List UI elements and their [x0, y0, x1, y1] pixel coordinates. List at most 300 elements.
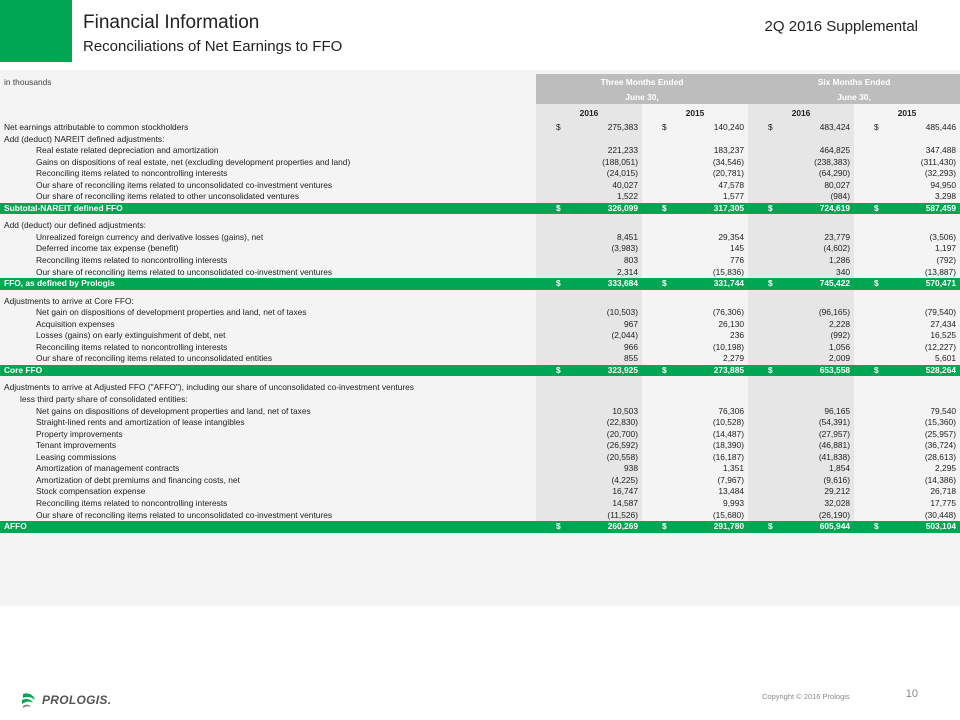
currency-symbol: $ — [662, 364, 667, 375]
row-value — [536, 440, 642, 452]
cell-value: 2,228 — [829, 318, 851, 329]
table-row — [0, 440, 960, 452]
cell-value: 5,601 — [935, 353, 957, 364]
year-header: 2015 — [897, 108, 917, 118]
row-value — [854, 394, 960, 406]
table-row — [0, 452, 960, 464]
row-label: Our share of reconciling items related to unconsolidated co-investment ventures — [36, 509, 333, 520]
row-label: less third party share of consolidated entities: — [20, 394, 188, 405]
row-value — [748, 463, 854, 475]
cell-value: 8,451 — [617, 231, 638, 242]
cell-value: (238,383) — [814, 156, 851, 167]
row-label: Net gains on dispositions of development properties and land, net of taxes — [36, 405, 311, 416]
cell-value: 1,351 — [723, 463, 745, 474]
row-value — [642, 406, 748, 418]
supplemental-label: 2Q 2016 Supplemental — [764, 18, 918, 35]
row-value — [748, 220, 854, 232]
row-value — [854, 145, 960, 157]
row-value — [536, 394, 642, 406]
row-value — [748, 406, 854, 418]
cell-value: (26,190) — [818, 509, 851, 520]
row-label: Gains on dispositions of real estate, net (excluding development properties and land) — [36, 156, 351, 167]
row-value — [536, 429, 642, 441]
row-label: Reconciling items related to noncontrolling interests — [36, 168, 228, 179]
row-value — [642, 307, 748, 319]
cell-value: 724,619 — [819, 202, 851, 213]
row-value — [642, 122, 748, 134]
row-label: Adjustments to arrive at Core FFO: — [4, 295, 134, 306]
cell-value: 29,212 — [824, 486, 851, 497]
row-value — [642, 353, 748, 365]
row-value — [536, 406, 642, 418]
row-value — [854, 429, 960, 441]
row-value — [748, 278, 854, 290]
row-value — [642, 365, 748, 377]
cell-value: 1,056 — [829, 341, 851, 352]
row-value — [642, 203, 748, 215]
prologis-logo-icon — [20, 691, 38, 709]
row-value — [748, 452, 854, 464]
cell-value: (28,613) — [924, 451, 957, 462]
table-row — [0, 342, 960, 354]
cell-value: (12,227) — [924, 341, 957, 352]
cell-value: (96,165) — [818, 307, 851, 318]
cell-value: 1,197 — [935, 243, 957, 254]
currency-symbol: $ — [556, 364, 561, 375]
row-label: Adjustments to arrive at Adjusted FFO ("AFFO"), including our share of unconsolidated co-investment ventures — [4, 382, 414, 393]
row-value — [536, 417, 642, 429]
row-value — [536, 498, 642, 510]
cell-value: (25,957) — [924, 428, 957, 439]
row-value — [748, 319, 854, 331]
cell-value: (2,044) — [611, 330, 638, 341]
currency-symbol: $ — [768, 202, 773, 213]
cell-value: 29,354 — [718, 231, 745, 242]
currency-symbol: $ — [768, 364, 773, 375]
cell-value: 291,780 — [713, 521, 745, 532]
row-value — [536, 134, 642, 146]
row-value — [748, 296, 854, 308]
row-value — [536, 232, 642, 244]
row-value — [642, 475, 748, 487]
cell-value: (15,680) — [712, 509, 745, 520]
cell-value: (22,830) — [606, 417, 638, 428]
cell-value: 966 — [624, 341, 638, 352]
cell-value: (7,967) — [717, 474, 745, 485]
table-row — [0, 180, 960, 192]
row-value — [536, 191, 642, 203]
table-row — [0, 220, 960, 232]
cell-value: (16,187) — [712, 451, 745, 462]
row-value — [748, 203, 854, 215]
row-value — [854, 365, 960, 377]
cell-value: 528,264 — [925, 364, 957, 375]
row-value — [748, 498, 854, 510]
cell-value: (24,015) — [606, 168, 638, 179]
cell-value: (20,781) — [712, 168, 745, 179]
brand-color-bar — [0, 0, 72, 62]
row-label: Deferred income tax expense (benefit) — [36, 243, 179, 254]
row-value — [854, 220, 960, 232]
row-label: Core FFO — [0, 365, 536, 377]
row-value — [748, 255, 854, 267]
cell-value: (27,957) — [818, 428, 851, 439]
row-value — [854, 278, 960, 290]
row-label: Our share of reconciling items related to unconsolidated co-investment ventures — [36, 179, 333, 190]
cell-value: (11,526) — [607, 509, 638, 520]
cell-value: 653,558 — [819, 364, 851, 375]
cell-value: 2,009 — [829, 353, 851, 364]
cell-value: 221,233 — [607, 145, 638, 156]
row-label: Our share of reconciling items related to unconsolidated entities — [36, 353, 273, 364]
row-value — [748, 429, 854, 441]
row-value — [854, 307, 960, 319]
row-label: Acquisition expenses — [36, 318, 115, 329]
currency-symbol: $ — [768, 278, 773, 289]
row-value — [642, 220, 748, 232]
cell-value: 183,237 — [713, 145, 745, 156]
table-row — [0, 243, 960, 255]
row-value — [536, 452, 642, 464]
row-value — [536, 220, 642, 232]
cell-value: 317,305 — [713, 202, 745, 213]
row-value — [642, 134, 748, 146]
row-value — [854, 243, 960, 255]
cell-value: 1,577 — [723, 191, 745, 202]
year-header: 2016 — [536, 104, 642, 122]
row-value — [854, 180, 960, 192]
row-label: Add (deduct) NAREIT defined adjustments: — [4, 133, 165, 144]
currency-symbol: $ — [662, 521, 667, 532]
row-value — [854, 353, 960, 365]
row-label: Subtotal-NAREIT defined FFO — [0, 203, 536, 215]
cell-value: 503,104 — [925, 521, 957, 532]
cell-value: 260,269 — [607, 521, 638, 532]
row-label: Add (deduct) our defined adjustments: — [4, 220, 146, 231]
row-value — [854, 232, 960, 244]
cell-value: (41,838) — [818, 451, 851, 462]
row-label: Real estate related depreciation and amortization — [36, 145, 219, 156]
currency-symbol: $ — [556, 521, 561, 532]
row-value — [854, 134, 960, 146]
cell-value: (311,430) — [920, 156, 957, 167]
cell-value: 745,422 — [819, 278, 851, 289]
cell-value: 16,525 — [930, 330, 957, 341]
row-value — [748, 157, 854, 169]
row-value — [642, 168, 748, 180]
row-value — [536, 145, 642, 157]
row-value — [642, 157, 748, 169]
row-value — [748, 307, 854, 319]
cell-value: 96,165 — [824, 405, 851, 416]
cell-value: (46,881) — [818, 440, 851, 451]
row-label: Amortization of management contracts — [36, 463, 180, 474]
cell-value: 275,383 — [607, 122, 638, 132]
row-value — [748, 145, 854, 157]
row-value — [748, 180, 854, 192]
row-value — [748, 342, 854, 354]
table-row — [0, 255, 960, 267]
row-value — [748, 168, 854, 180]
cell-value: 273,885 — [713, 364, 745, 375]
row-label: Losses (gains) on early extinguishment of debt, net — [36, 330, 226, 341]
cell-value: 347,488 — [925, 145, 957, 156]
table-row — [0, 394, 960, 406]
cell-value: (15,360) — [924, 417, 957, 428]
table-row — [0, 406, 960, 418]
row-value — [642, 191, 748, 203]
row-value — [854, 498, 960, 510]
cell-value: 13,484 — [718, 486, 745, 497]
row-value — [748, 440, 854, 452]
row-value — [748, 486, 854, 498]
cell-value: 236 — [730, 330, 745, 341]
cell-value: 587,459 — [925, 202, 957, 213]
table-row — [0, 486, 960, 498]
row-value — [854, 168, 960, 180]
row-value — [642, 486, 748, 498]
cell-value: (3,983) — [611, 243, 638, 254]
row-value — [536, 307, 642, 319]
cell-value: (10,503) — [606, 307, 638, 318]
cell-value: 1,286 — [829, 255, 851, 266]
cell-value: (792) — [936, 255, 957, 266]
table-row — [0, 267, 960, 279]
row-value — [642, 452, 748, 464]
row-value — [536, 330, 642, 342]
row-value — [536, 475, 642, 487]
table-row — [0, 232, 960, 244]
three-months-date: June 30, — [536, 90, 748, 104]
year-header: 2016 — [748, 104, 854, 122]
cell-value: (9,616) — [823, 474, 851, 485]
row-value — [854, 157, 960, 169]
cell-value: (32,293) — [924, 168, 957, 179]
row-label: Our share of reconciling items related to unconsolidated co-investment ventures — [36, 266, 333, 277]
table-row — [0, 122, 960, 134]
row-value — [748, 365, 854, 377]
cell-value: 483,424 — [819, 122, 851, 132]
row-value — [536, 122, 642, 134]
row-value — [854, 203, 960, 215]
cell-value: (36,724) — [924, 440, 957, 451]
row-value — [536, 255, 642, 267]
cell-value: (14,487) — [712, 428, 745, 439]
cell-value: (30,448) — [924, 509, 957, 520]
total-row — [0, 278, 960, 290]
cell-value: (18,390) — [712, 440, 745, 451]
row-label: Reconciling items related to noncontrolling interests — [36, 341, 228, 352]
cell-value: (26,592) — [606, 440, 638, 451]
cell-value: 570,471 — [925, 278, 957, 289]
row-value — [536, 180, 642, 192]
currency-symbol: $ — [768, 521, 773, 532]
row-label: Leasing commissions — [36, 451, 117, 462]
row-value — [854, 417, 960, 429]
row-value — [642, 429, 748, 441]
cell-value: (54,391) — [818, 417, 851, 428]
cell-value: 32,028 — [824, 497, 851, 508]
three-months-header: Three Months Ended — [536, 74, 748, 90]
row-value — [536, 510, 642, 522]
row-value — [642, 521, 748, 533]
cell-value: (13,887) — [924, 266, 957, 277]
row-value — [642, 267, 748, 279]
table-row — [0, 498, 960, 510]
row-label: FFO, as defined by Prologis — [0, 278, 536, 290]
row-value — [748, 510, 854, 522]
currency-symbol: $ — [662, 122, 667, 132]
row-value — [536, 521, 642, 533]
currency-symbol: $ — [662, 202, 667, 213]
row-value — [536, 296, 642, 308]
currency-symbol: $ — [874, 521, 879, 532]
row-value — [854, 382, 960, 394]
cell-value: 340 — [836, 266, 851, 277]
row-value — [642, 498, 748, 510]
currency-symbol: $ — [874, 364, 879, 375]
row-value — [536, 319, 642, 331]
cell-value: 855 — [624, 353, 638, 364]
cell-value: 485,446 — [925, 122, 957, 132]
cell-value: 803 — [624, 255, 638, 266]
row-value — [536, 365, 642, 377]
cell-value: (76,306) — [712, 307, 745, 318]
cell-value: 94,950 — [930, 179, 957, 190]
cell-value: 967 — [624, 318, 638, 329]
row-value — [642, 394, 748, 406]
row-label: Tenant improvements — [36, 440, 117, 451]
row-label: Our share of reconciling items related to other unconsolidated ventures — [36, 191, 300, 202]
table-row — [0, 330, 960, 342]
row-label: Reconciling items related to noncontrolling interests — [36, 497, 228, 508]
row-value — [854, 122, 960, 134]
table-row — [0, 157, 960, 169]
row-value — [854, 475, 960, 487]
row-label: Straight-lined rents and amortization of lease intangibles — [36, 417, 245, 428]
row-label: Reconciling items related to noncontrolling interests — [36, 255, 228, 266]
table-row — [0, 319, 960, 331]
row-value — [854, 191, 960, 203]
row-value — [854, 486, 960, 498]
row-value — [536, 463, 642, 475]
currency-symbol: $ — [874, 122, 879, 132]
cell-value: (10,528) — [712, 417, 745, 428]
cell-value: 331,744 — [713, 278, 745, 289]
cell-value: 17,775 — [930, 497, 957, 508]
row-value — [854, 510, 960, 522]
row-value — [536, 267, 642, 279]
row-value — [536, 157, 642, 169]
cell-value: (20,558) — [606, 451, 638, 462]
row-value — [536, 278, 642, 290]
row-value — [748, 330, 854, 342]
cell-value: (992) — [830, 330, 851, 341]
cell-value: 9,993 — [723, 497, 745, 508]
row-value — [748, 232, 854, 244]
currency-symbol: $ — [556, 278, 561, 289]
row-value — [536, 243, 642, 255]
cell-value: 26,130 — [718, 318, 745, 329]
row-value — [642, 296, 748, 308]
row-value — [642, 330, 748, 342]
table-row — [0, 191, 960, 203]
row-value — [854, 521, 960, 533]
table-row — [0, 417, 960, 429]
row-value — [536, 342, 642, 354]
cell-value: 145 — [730, 243, 745, 254]
cell-value: (10,198) — [712, 341, 745, 352]
cell-value: 2,295 — [935, 463, 957, 474]
cell-value: 2,314 — [617, 266, 638, 277]
cell-value: (4,602) — [823, 243, 851, 254]
table-row — [0, 475, 960, 487]
row-label: Unrealized foreign currency and derivative losses (gains), net — [36, 231, 264, 242]
row-value — [642, 417, 748, 429]
cell-value: 140,240 — [713, 122, 745, 132]
cell-value: 938 — [624, 463, 638, 474]
row-value — [748, 382, 854, 394]
cell-value: 16,747 — [612, 486, 638, 497]
table-row — [0, 307, 960, 319]
copyright: Copyright © 2016 Prologis — [762, 692, 850, 701]
currency-symbol: $ — [768, 122, 773, 132]
cell-value: 333,684 — [607, 278, 638, 289]
cell-value: 23,779 — [824, 231, 851, 242]
row-value — [748, 134, 854, 146]
currency-symbol: $ — [874, 278, 879, 289]
currency-symbol: $ — [556, 122, 561, 132]
row-label: Amortization of debt premiums and financing costs, net — [36, 474, 240, 485]
prologis-logo — [20, 690, 111, 710]
row-value — [854, 406, 960, 418]
cell-value: (15,836) — [712, 266, 745, 277]
cell-value: 3,298 — [935, 191, 957, 202]
ffo-reconciliation-table — [0, 74, 960, 533]
row-value — [642, 180, 748, 192]
row-label: Stock compensation expense — [36, 486, 146, 497]
page-number: 10 — [905, 688, 918, 700]
cell-value: 605,944 — [819, 521, 851, 532]
row-value — [854, 463, 960, 475]
row-value — [748, 394, 854, 406]
row-value — [748, 417, 854, 429]
cell-value: 1,522 — [617, 191, 638, 202]
year-header: 2015 — [685, 108, 705, 118]
row-value — [536, 353, 642, 365]
row-value — [854, 267, 960, 279]
row-value — [854, 440, 960, 452]
row-label: Net earnings attributable to common stockholders — [4, 122, 189, 132]
cell-value: (188,051) — [602, 156, 638, 167]
total-row — [0, 521, 960, 533]
row-value — [748, 521, 854, 533]
cell-value: 464,825 — [819, 145, 851, 156]
table-row — [0, 296, 960, 308]
row-value — [642, 243, 748, 255]
currency-symbol: $ — [874, 202, 879, 213]
cell-value: (34,546) — [712, 156, 745, 167]
table-row — [0, 134, 960, 146]
cell-value: 776 — [730, 255, 745, 266]
total-row — [0, 203, 960, 215]
cell-value: (14,386) — [924, 474, 957, 485]
row-value — [642, 255, 748, 267]
cell-value: 1,854 — [829, 463, 851, 474]
table-row — [0, 353, 960, 365]
cell-value: 26,718 — [930, 486, 957, 497]
row-value — [854, 255, 960, 267]
